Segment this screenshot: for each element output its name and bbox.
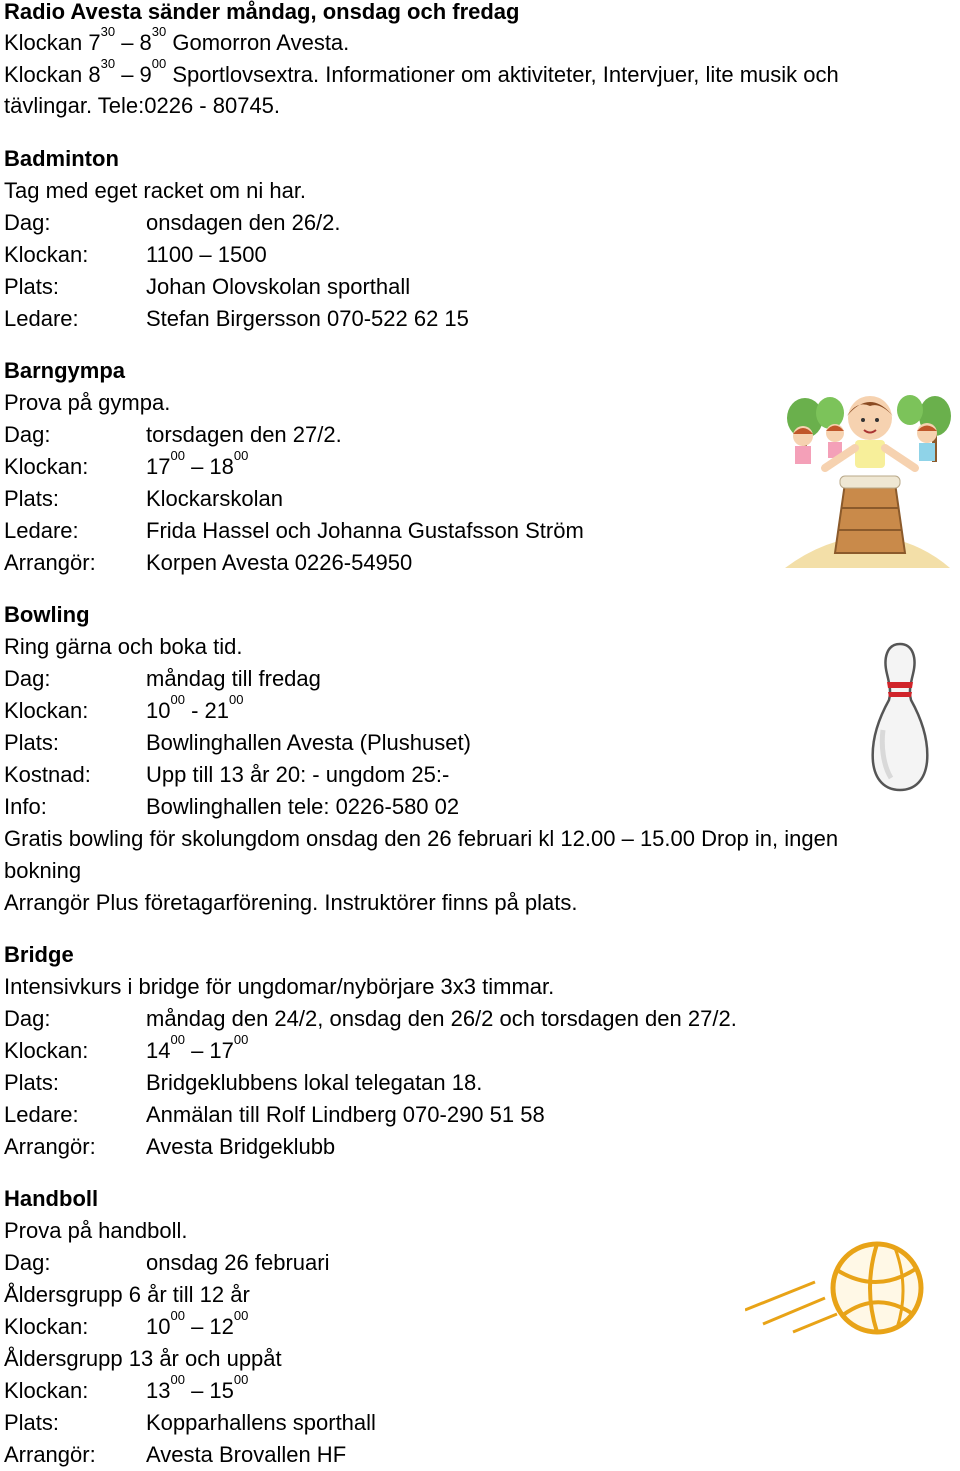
barngympa-title: Barngympa: [4, 358, 126, 383]
bowling-arrangor: Arrangör Plus företagarförening. Instruktörer finns på plats.: [4, 890, 578, 915]
badminton-row: Dag: onsdagen den 26/2.: [4, 210, 341, 235]
handboll-title: Handboll: [4, 1186, 99, 1211]
bridge-row: Plats: Bridgeklubbens lokal telegatan 18.: [4, 1070, 483, 1095]
bowling-row: Klockan: $10^{00} - 21^{00}$: [4, 692, 244, 723]
bowling-gratis-1: Gratis bowling för skolungdom onsdag den 26 februari kl 12.00 – 15.00 Drop in, ingen: [4, 826, 839, 851]
handboll-row: Klockan: $10^{00} - 12^{00}$: [4, 1308, 249, 1339]
barngympa-row: Plats: Klockarskolan: [4, 486, 283, 511]
bowling-title: Bowling: [4, 602, 90, 627]
handboll-group-2: Åldersgrupp 13 år och uppåt: [4, 1346, 282, 1371]
barngympa-row: Arrangör: Korpen Avesta 0226-54950: [4, 550, 413, 575]
bridge-row: Arrangör: Avesta Bridgeklubb: [4, 1134, 336, 1159]
radio-line-2: Klockan $8^{30} - 9^{00}$ Sportlovsextra. Informationer om aktiviteter, Intervjuer, lite musik och: [4, 56, 839, 87]
badminton-intro: Tag med eget racket om ni har.: [4, 178, 307, 203]
bridge-intro: Intensivkurs i bridge för ungdomar/nybörjare 3x3 timmar.: [4, 974, 555, 999]
handboll-row: Plats: Kopparhallens sporthall: [4, 1410, 376, 1435]
radio-title: Radio Avesta sänder måndag, onsdag och fredag: [4, 0, 520, 24]
barngympa-row: Ledare: Frida Hassel och Johanna Gustafsson Ström: [4, 518, 584, 543]
barngympa-row: Dag: torsdagen den 27/2.: [4, 422, 342, 447]
handball-icon: [745, 1240, 930, 1340]
bridge-row: Klockan: $14^{00} - 17^{00}$: [4, 1032, 249, 1063]
radio-line-3: tävlingar. Tele:0226 - 80745.: [4, 93, 281, 118]
badminton-row: Plats: Johan Olovskolan sporthall: [4, 274, 411, 299]
bowling-row: Plats: Bowlinghallen Avesta (Plushuset): [4, 730, 471, 755]
radio-line-1: Klockan $7^{30} - 8^{30}$ Gomorron Avesta.: [4, 24, 350, 55]
badminton-row: Ledare: Stefan Birgersson 070-522 62 15: [4, 306, 469, 331]
badminton-title: Badminton: [4, 146, 119, 171]
bowling-row: Info: Bowlinghallen tele: 0226-580 02: [4, 794, 460, 819]
handboll-group-1: Åldersgrupp 6 år till 12 år: [4, 1282, 250, 1307]
bowling-gratis-2: bokning: [4, 858, 82, 883]
handboll-intro: Prova på handboll.: [4, 1218, 188, 1243]
gymnastics-kids-illustration: [785, 388, 955, 573]
bowling-row: Dag: måndag till fredag: [4, 666, 321, 691]
handboll-row: Dag: onsdag 26 februari: [4, 1250, 330, 1275]
badminton-row: Klockan: 1100 – 1500: [4, 242, 267, 267]
bridge-row: Dag: måndag den 24/2, onsdag den 26/2 och torsdagen den 27/2.: [4, 1006, 737, 1031]
bridge-row: Ledare: Anmälan till Rolf Lindberg 070-290 51 58: [4, 1102, 545, 1127]
barngympa-row: Klockan: $17^{00} - 18^{00}$: [4, 448, 249, 479]
handboll-row: Arrangör: Avesta Brovallen HF: [4, 1442, 347, 1467]
bowling-intro: Ring gärna och boka tid.: [4, 634, 243, 659]
handboll-row: Klockan: $13^{00} - 15^{00}$: [4, 1372, 249, 1403]
barngympa-intro: Prova på gympa.: [4, 390, 171, 415]
bowling-pin-icon: [865, 640, 935, 795]
bowling-row: Kostnad: Upp till 13 år 20: - ungdom 25:-: [4, 762, 450, 787]
bridge-title: Bridge: [4, 942, 74, 967]
